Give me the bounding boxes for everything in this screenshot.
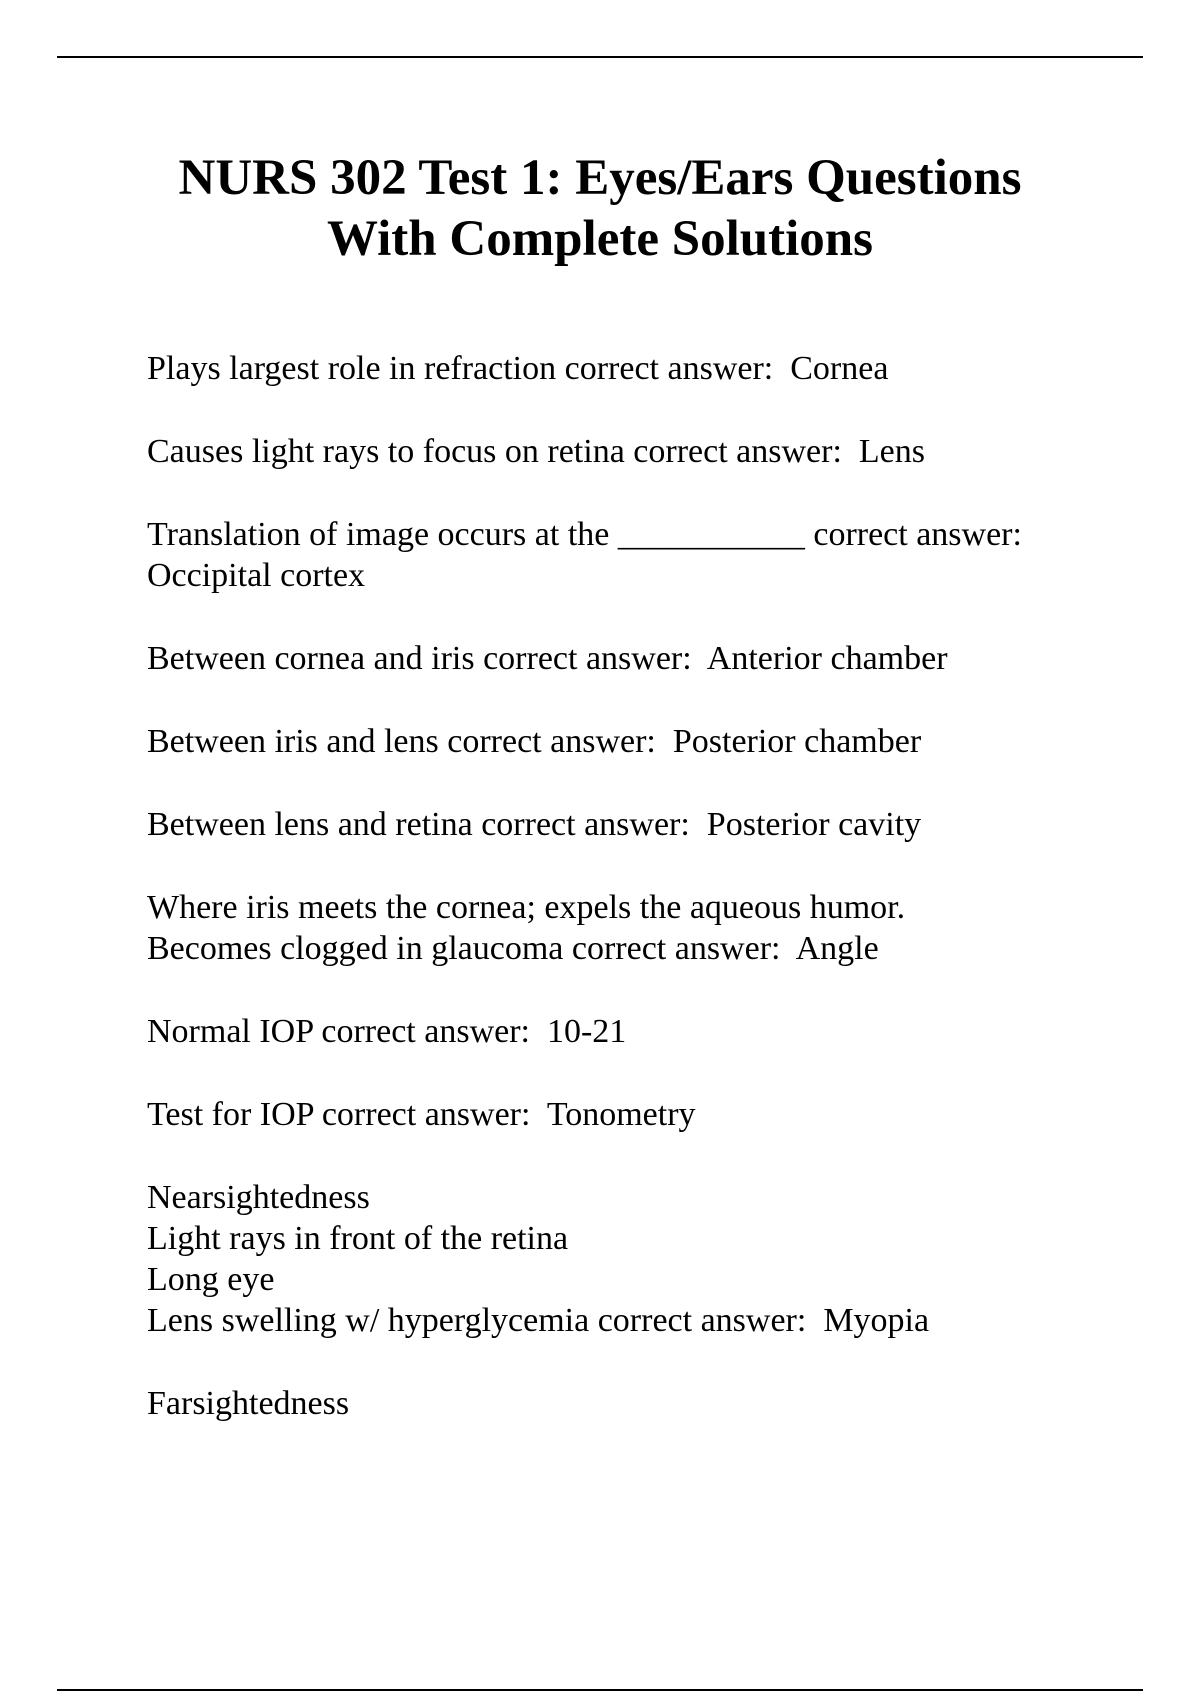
qa-line: Causes light rays to focus on retina correct answer: Lens bbox=[147, 433, 925, 470]
question-list bbox=[147, 348, 1147, 1466]
qa-line: Lens swelling w/ hyperglycemia correct answer: Myopia bbox=[147, 1302, 930, 1339]
qa-line: Where iris meets the cornea; expels the aqueous humor. bbox=[147, 889, 906, 926]
qa-line: Normal IOP correct answer: 10-21 bbox=[147, 1013, 627, 1050]
qa-line: Between iris and lens correct answer: Posterior chamber bbox=[147, 723, 922, 760]
title-line-1: NURS 302 Test 1: Eyes/Ears Questions bbox=[178, 150, 1022, 206]
qa-item bbox=[147, 431, 1147, 472]
document-title bbox=[0, 148, 1200, 270]
qa-line: Nearsightedness bbox=[147, 1179, 370, 1216]
qa-item bbox=[147, 804, 1147, 845]
qa-line: Long eye bbox=[147, 1261, 275, 1298]
qa-item bbox=[147, 887, 1147, 969]
qa-line: Light rays in front of the retina bbox=[147, 1220, 569, 1257]
qa-item bbox=[147, 721, 1147, 762]
qa-line: Translation of image occurs at the ___________ correct answer: bbox=[147, 516, 1022, 553]
qa-line: Plays largest role in refraction correct answer: Cornea bbox=[147, 350, 889, 387]
qa-line: Between cornea and iris correct answer: Anterior chamber bbox=[147, 640, 948, 677]
qa-item bbox=[147, 1094, 1147, 1135]
qa-line: Test for IOP correct answer: Tonometry bbox=[147, 1096, 696, 1133]
qa-line: Between lens and retina correct answer: Posterior cavity bbox=[147, 806, 922, 843]
qa-item bbox=[147, 348, 1147, 389]
qa-line: Occipital cortex bbox=[147, 557, 366, 594]
top-rule bbox=[57, 56, 1143, 58]
title-line-2: With Complete Solutions bbox=[327, 211, 873, 267]
bottom-rule bbox=[57, 1689, 1143, 1691]
qa-item bbox=[147, 1383, 1147, 1424]
qa-item bbox=[147, 1177, 1147, 1341]
qa-item bbox=[147, 1011, 1147, 1052]
qa-line: Farsightedness bbox=[147, 1385, 350, 1422]
qa-item bbox=[147, 514, 1147, 596]
qa-line: Becomes clogged in glaucoma correct answer: Angle bbox=[147, 930, 879, 967]
qa-item bbox=[147, 638, 1147, 679]
